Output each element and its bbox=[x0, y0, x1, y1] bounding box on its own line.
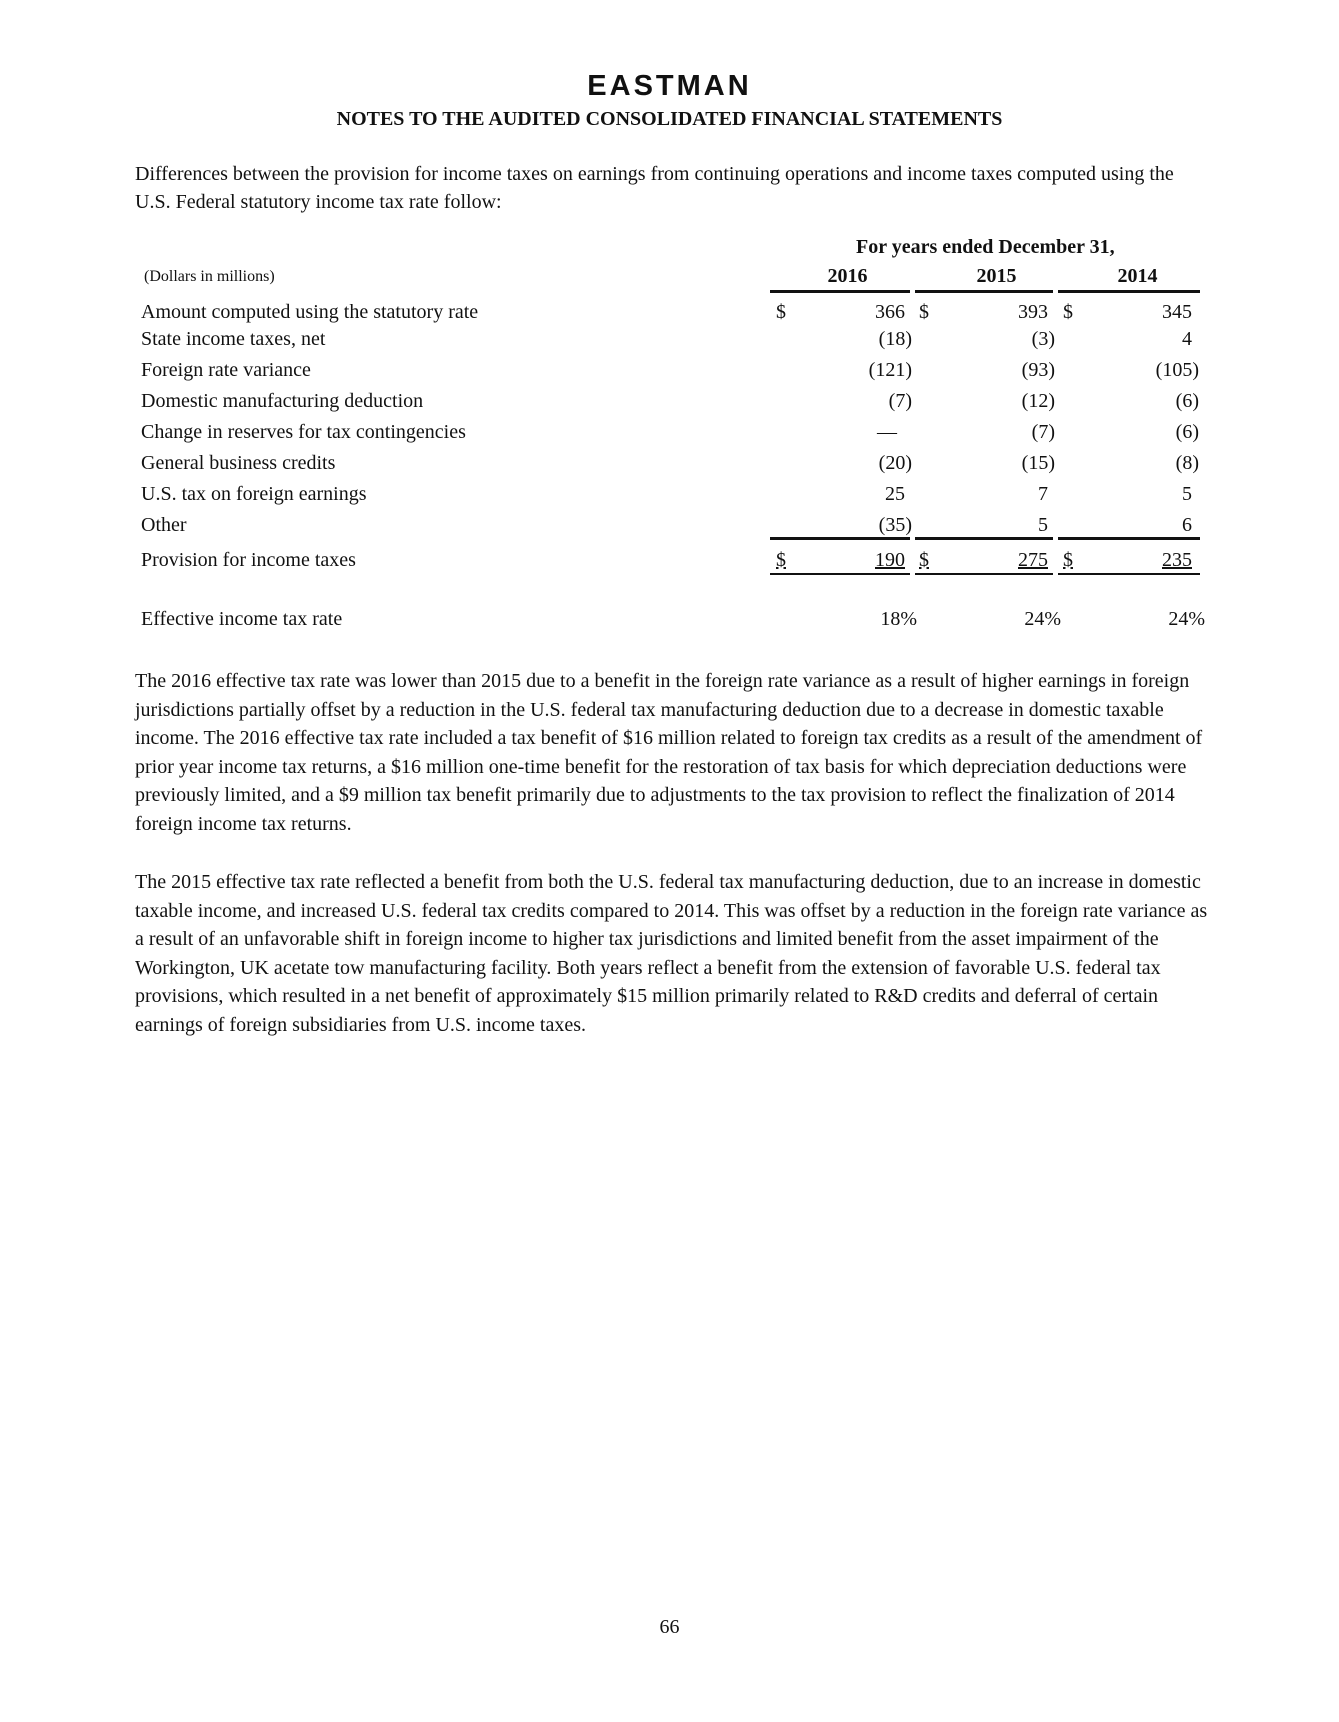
row-value-2015: 5 bbox=[1038, 514, 1048, 536]
currency-symbol: $ bbox=[1063, 549, 1073, 571]
total-underline bbox=[1058, 573, 1200, 575]
row-value-2016: 366 bbox=[875, 301, 905, 323]
row-value-2015: (3) bbox=[1031, 328, 1055, 350]
total-rule bbox=[915, 537, 1053, 540]
paragraph-2016-rate: The 2016 effective tax rate was lower than 2015 due to a benefit in the foreign rate variance as a result of higher earnings in foreign jurisdictions partially offset by a reduction in the U.S. federal tax manufacturing deduction due to a decrease in domestic taxable income. The 2016 effective tax rate included a tax benefit of $16 million related to foreign tax credits as a result of the amendment of prior year income tax returns, a $16 million one-time benefit for the restoration of tax basis for which depreciation deductions were previously limited, and a $9 million tax benefit primarily due to adjustments to the tax provision to reflect the finalization of 2014 foreign income tax returns. bbox=[135, 670, 1203, 835]
row-value-2014: 6 bbox=[1182, 514, 1192, 536]
currency-symbol: $ bbox=[1063, 301, 1073, 323]
row-value-2016: (20) bbox=[878, 452, 912, 474]
rate-value-2014: 24% bbox=[1168, 608, 1205, 630]
rate-label: Effective income tax rate bbox=[141, 608, 343, 630]
year-header-2016: 2016 bbox=[827, 265, 868, 287]
total-rule bbox=[770, 537, 910, 540]
row-value-2016: 25 bbox=[885, 483, 905, 505]
currency-symbol: $ bbox=[776, 301, 786, 323]
row-label: U.S. tax on foreign earnings bbox=[141, 483, 367, 505]
row-value-2016: (35) bbox=[878, 514, 912, 536]
period-header: For years ended December 31, bbox=[856, 236, 1115, 258]
currency-symbol: $ bbox=[919, 549, 929, 571]
total-underline bbox=[770, 573, 910, 575]
units-label: (Dollars in millions) bbox=[144, 268, 275, 285]
row-value-2016: (7) bbox=[888, 390, 912, 412]
row-value-2016: (121) bbox=[868, 359, 912, 381]
year-header-2014: 2014 bbox=[1117, 265, 1158, 287]
row-value-2015: (93) bbox=[1021, 359, 1055, 381]
row-label: Foreign rate variance bbox=[141, 359, 311, 381]
page-title: NOTES TO THE AUDITED CONSOLIDATED FINANCIAL STATEMENTS bbox=[336, 108, 1003, 130]
total-underline bbox=[915, 573, 1053, 575]
paragraph-2015-rate: The 2015 effective tax rate reflected a benefit from both the U.S. federal tax manufacturing deduction, due to an increase in domestic taxable income, and increased U.S. federal tax credits compared to 2014. This was offset by a reduction in the foreign rate variance as a result of an unfavorable shift in foreign income to higher tax jurisdictions and limited benefit from the asset impairment of the Workington, UK acetate tow manufacturing facility. Both years reflect a benefit from the extension of favorable U.S. federal tax provisions, which resulted in a net benefit of approximately $15 million primarily related to R&D credits and deferral of certain earnings of foreign subsidiaries from U.S. income taxes. bbox=[135, 871, 1208, 1036]
year-header-2015: 2015 bbox=[976, 265, 1017, 287]
row-value-2014: 5 bbox=[1182, 483, 1192, 505]
row-label: Change in reserves for tax contingencies bbox=[141, 421, 466, 443]
row-value-2014: 4 bbox=[1182, 328, 1192, 350]
currency-symbol: $ bbox=[776, 549, 786, 571]
intro-paragraph: Differences between the provision for income taxes on earnings from continuing operations and income taxes computed using the U.S. Federal statutory income tax rate follow: bbox=[135, 163, 1174, 213]
rate-value-2016: 18% bbox=[880, 608, 917, 630]
total-value-2014: 235 bbox=[1162, 549, 1192, 571]
total-label: Provision for income taxes bbox=[141, 549, 356, 571]
total-value-2016: 190 bbox=[875, 549, 905, 571]
header-rule bbox=[1058, 290, 1200, 293]
row-label: Domestic manufacturing deduction bbox=[141, 390, 424, 412]
company-logo: EASTMAN bbox=[587, 70, 752, 102]
row-value-2015: 7 bbox=[1038, 483, 1048, 505]
row-value-2014: (6) bbox=[1175, 390, 1199, 412]
row-value-2016: (18) bbox=[878, 328, 912, 350]
row-label: Other bbox=[141, 514, 187, 536]
row-value-2014: (105) bbox=[1155, 359, 1199, 381]
page-number: 66 bbox=[659, 1616, 680, 1638]
row-value-2015: (7) bbox=[1031, 421, 1055, 443]
total-value-2015: 275 bbox=[1018, 549, 1048, 571]
row-value-2016: — bbox=[877, 421, 897, 443]
header-rule bbox=[915, 290, 1053, 293]
total-rule bbox=[1058, 537, 1200, 540]
row-label: Amount computed using the statutory rate bbox=[141, 301, 479, 323]
row-value-2014: (6) bbox=[1175, 421, 1199, 443]
row-label: General business credits bbox=[141, 452, 336, 474]
currency-symbol: $ bbox=[919, 301, 929, 323]
row-value-2014: (8) bbox=[1175, 452, 1199, 474]
row-value-2015: 393 bbox=[1018, 301, 1048, 323]
rate-value-2015: 24% bbox=[1024, 608, 1061, 630]
header-rule bbox=[770, 290, 910, 293]
row-value-2014: 345 bbox=[1162, 301, 1192, 323]
row-value-2015: (12) bbox=[1021, 390, 1055, 412]
tax-reconciliation-table bbox=[0, 0, 1339, 660]
row-value-2015: (15) bbox=[1021, 452, 1055, 474]
row-label: State income taxes, net bbox=[141, 328, 326, 350]
